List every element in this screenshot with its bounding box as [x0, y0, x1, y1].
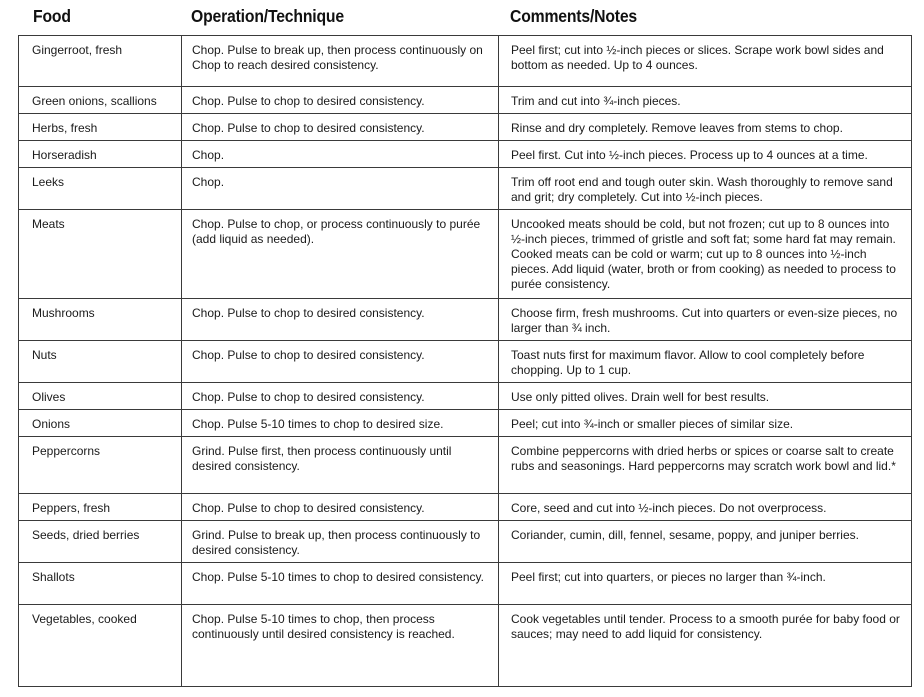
- food-cell: Horseradish: [19, 141, 182, 168]
- notes-cell: Peel first. Cut into ½-inch pieces. Process up to 4 ounces at a time.: [499, 141, 912, 168]
- operation-cell: Grind. Pulse first, then process continuously until desired consistency.: [182, 437, 499, 494]
- notes-cell: Trim off root end and tough outer skin. Wash thoroughly to remove sand and grit; dry completely. Cut into ½-inch pieces.: [499, 168, 912, 210]
- notes-cell: Coriander, cumin, dill, fennel, sesame, poppy, and juniper berries.: [499, 521, 912, 563]
- operation-cell: Chop. Pulse to chop to desired consistency.: [182, 494, 499, 521]
- operation-cell: Chop. Pulse to chop to desired consistency.: [182, 87, 499, 114]
- operation-cell: Chop.: [182, 141, 499, 168]
- operation-cell: Chop. Pulse 5-10 times to chop to desired size.: [182, 410, 499, 437]
- table-body: [19, 36, 912, 687]
- table-row: [19, 437, 912, 494]
- header-operation-technique: Operation/Technique: [191, 6, 344, 26]
- notes-cell: Choose firm, fresh mushrooms. Cut into quarters or even-size pieces, no larger than ¾ inch.: [499, 299, 912, 341]
- table-header-row: [0, 6, 924, 32]
- operation-cell: Chop. Pulse to chop to desired consistency.: [182, 341, 499, 383]
- food-cell: Peppers, fresh: [19, 494, 182, 521]
- notes-cell: Uncooked meats should be cold, but not frozen; cut up to 8 ounces into ½-inch pieces, trimmed of gristle and soft fat; some hard fat may remain. Cooked meats can be cold or warm; cut up to 8 ounces into ½-inch pieces. Add liquid (water, broth or from cooking) as needed to process to purée consistency.: [499, 210, 912, 299]
- header-comments-notes: Comments/Notes: [510, 6, 638, 26]
- table-row: [19, 605, 912, 687]
- notes-cell: Use only pitted olives. Drain well for best results.: [499, 383, 912, 410]
- operation-cell: Chop. Pulse 5-10 times to chop to desired consistency.: [182, 563, 499, 605]
- notes-cell: Peel first; cut into ½-inch pieces or slices. Scrape work bowl sides and bottom as needed. Up to 4 ounces.: [499, 36, 912, 87]
- table-row: [19, 341, 912, 383]
- food-cell: Olives: [19, 383, 182, 410]
- food-processing-table: [18, 35, 912, 687]
- food-cell: Mushrooms: [19, 299, 182, 341]
- table-row: [19, 87, 912, 114]
- notes-cell: Toast nuts first for maximum flavor. Allow to cool completely before chopping. Up to 1 cup.: [499, 341, 912, 383]
- food-cell: Nuts: [19, 341, 182, 383]
- table-row: [19, 210, 912, 299]
- operation-cell: Chop.: [182, 168, 499, 210]
- notes-cell: Cook vegetables until tender. Process to a smooth purée for baby food or sauces; may need to add liquid for consistency.: [499, 605, 912, 687]
- table-row: [19, 521, 912, 563]
- food-cell: Leeks: [19, 168, 182, 210]
- food-cell: Gingerroot, fresh: [19, 36, 182, 87]
- food-cell: Onions: [19, 410, 182, 437]
- operation-cell: Chop. Pulse to chop to desired consistency.: [182, 299, 499, 341]
- notes-cell: Rinse and dry completely. Remove leaves from stems to chop.: [499, 114, 912, 141]
- table-row: [19, 299, 912, 341]
- notes-cell: Core, seed and cut into ½-inch pieces. Do not overprocess.: [499, 494, 912, 521]
- notes-cell: Trim and cut into ¾-inch pieces.: [499, 87, 912, 114]
- operation-cell: Chop. Pulse to break up, then process continuously on Chop to reach desired consistency.: [182, 36, 499, 87]
- notes-cell: Combine peppercorns with dried herbs or spices or coarse salt to create rubs and seasonings. Hard peppercorns may scratch work bowl and lid.*: [499, 437, 912, 494]
- header-food: Food: [33, 6, 71, 26]
- table-row: [19, 141, 912, 168]
- food-cell: Green onions, scallions: [19, 87, 182, 114]
- table-row: [19, 114, 912, 141]
- notes-cell: Peel; cut into ¾-inch or smaller pieces of similar size.: [499, 410, 912, 437]
- operation-cell: Grind. Pulse to break up, then process continuously to desired consistency.: [182, 521, 499, 563]
- table-row: [19, 36, 912, 87]
- food-cell: Herbs, fresh: [19, 114, 182, 141]
- table-row: [19, 563, 912, 605]
- food-cell: Meats: [19, 210, 182, 299]
- food-cell: Vegetables, cooked: [19, 605, 182, 687]
- table-row: [19, 383, 912, 410]
- food-cell: Shallots: [19, 563, 182, 605]
- operation-cell: Chop. Pulse 5-10 times to chop, then process continuously until desired consistency is reached.: [182, 605, 499, 687]
- operation-cell: Chop. Pulse to chop, or process continuously to purée (add liquid as needed).: [182, 210, 499, 299]
- operation-cell: Chop. Pulse to chop to desired consistency.: [182, 114, 499, 141]
- notes-cell: Peel first; cut into quarters, or pieces no larger than ¾-inch.: [499, 563, 912, 605]
- table-row: [19, 168, 912, 210]
- operation-cell: Chop. Pulse to chop to desired consistency.: [182, 383, 499, 410]
- table-row: [19, 494, 912, 521]
- food-cell: Seeds, dried berries: [19, 521, 182, 563]
- food-cell: Peppercorns: [19, 437, 182, 494]
- table-row: [19, 410, 912, 437]
